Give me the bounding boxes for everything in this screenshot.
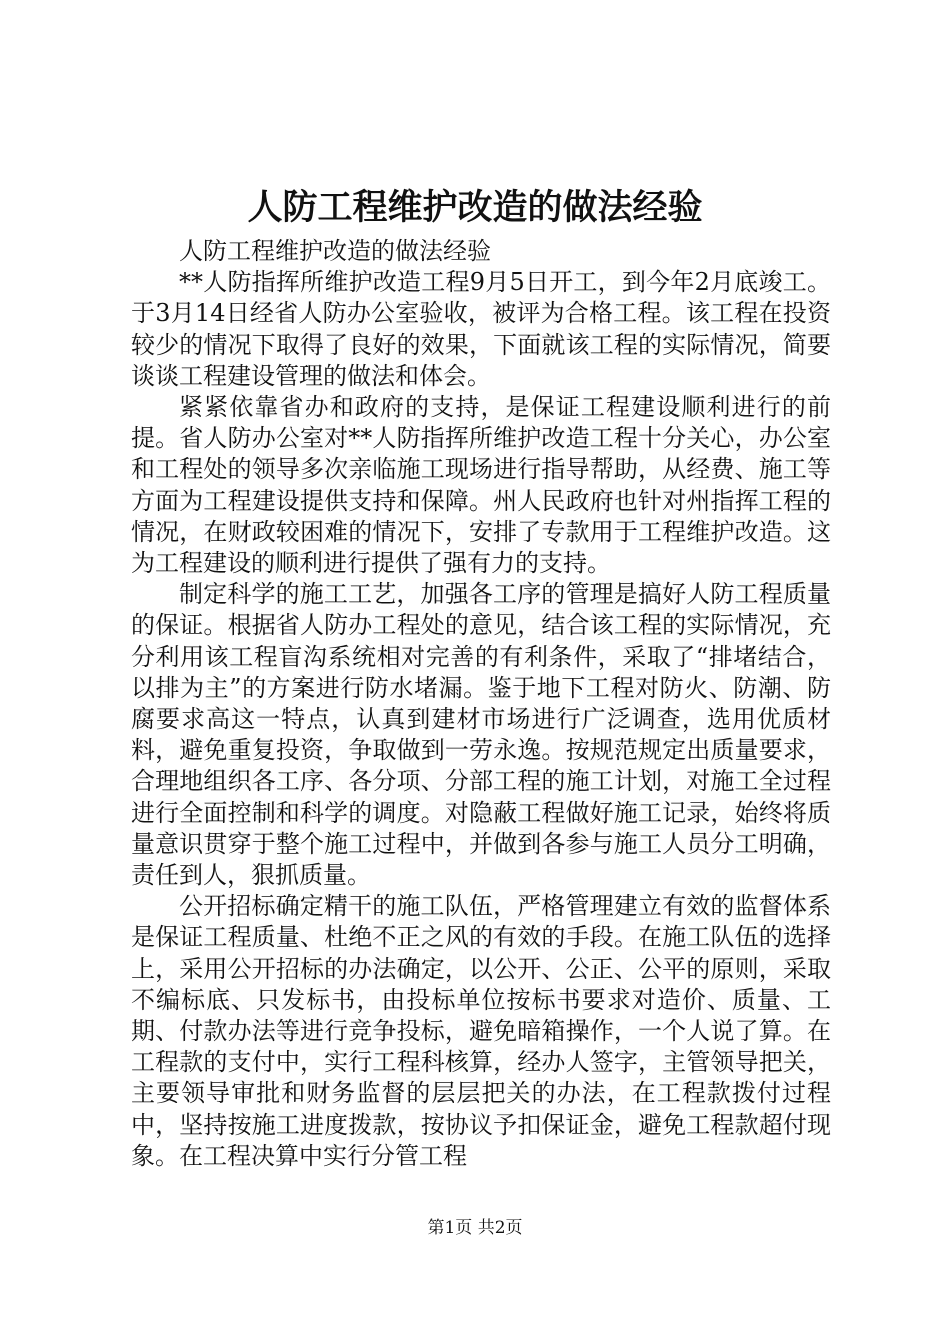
paragraph: 公开招标确定精干的施工队伍，严格管理建立有效的监督体系是保证工程质量、杜绝不正之风的有效的手段。在施工队伍的选择上，采用公开招标的办法确定，以公开、公正、公平的原则，采取不编标底、只发标书，由投标单位按标书要求对造价、质量、工期、付款办法等进行竞争投标，避免暗箱操作，一个人说了算。在工程款的支付中，实行工程科核算，经办人签字，主管领导把关，主要领导审批和财务监督的层层把关的办法，在工程款拨付过程中，坚持按施工进度拨款，按协议予扣保证金，避免工程款超付现象。在工程决算中实行分管工程 (131, 892, 831, 1170)
paragraph: 紧紧依靠省办和政府的支持，是保证工程建设顺利进行的前提。省人防办公室对**人防指挥所维护改造工程十分关心，办公室和工程处的领导多次亲临施工现场进行指导帮助，从经费、施工等方面为工程建设提供支持和保障。州人民政府也针对州指挥工程的情况，在财政较困难的情况下，安排了专款用于工程维护改造。这为工程建设的顺利进行提供了强有力的支持。 (131, 393, 831, 578)
document-title: 人防工程维护改造的做法经验 (247, 187, 703, 228)
paragraph: 制定科学的施工工艺，加强各工序的管理是搞好人防工程质量的保证。根据省人防办工程处的意见，结合该工程的实际情况，充分利用该工程盲沟系统相对完善的有利条件，采取了“排堵结合，以排为主”的方案进行防水堵漏。鉴于地下工程对防火、防潮、防腐要求高这一特点，认真到建材市场进行广泛调查，选用优质材料，避免重复投资，争取做到一劳永逸。按规范规定出质量要求，合理地组织各工序、各分项、分部工程的施工计划，对施工全过程进行全面控制和科学的调度。对隐蔽工程做好施工记录，始终将质量意识贯穿于整个施工过程中，并做到各参与施工人员分工明确，责任到人，狠抓质量。 (131, 580, 831, 890)
page-number-footer: 第1页 共2页 (427, 1218, 523, 1238)
paragraph: **人防指挥所维护改造工程9月5日开工，到今年2月底竣工。于3月14日经省人防办公室验收，被评为合格工程。该工程在投资较少的情况下取得了良好的效果，下面就该工程的实际情况，简要谈谈工程建设管理的做法和体会。 (131, 268, 831, 390)
paragraph: 人防工程维护改造的做法经验 (179, 237, 491, 265)
document-body (131, 236, 831, 1172)
